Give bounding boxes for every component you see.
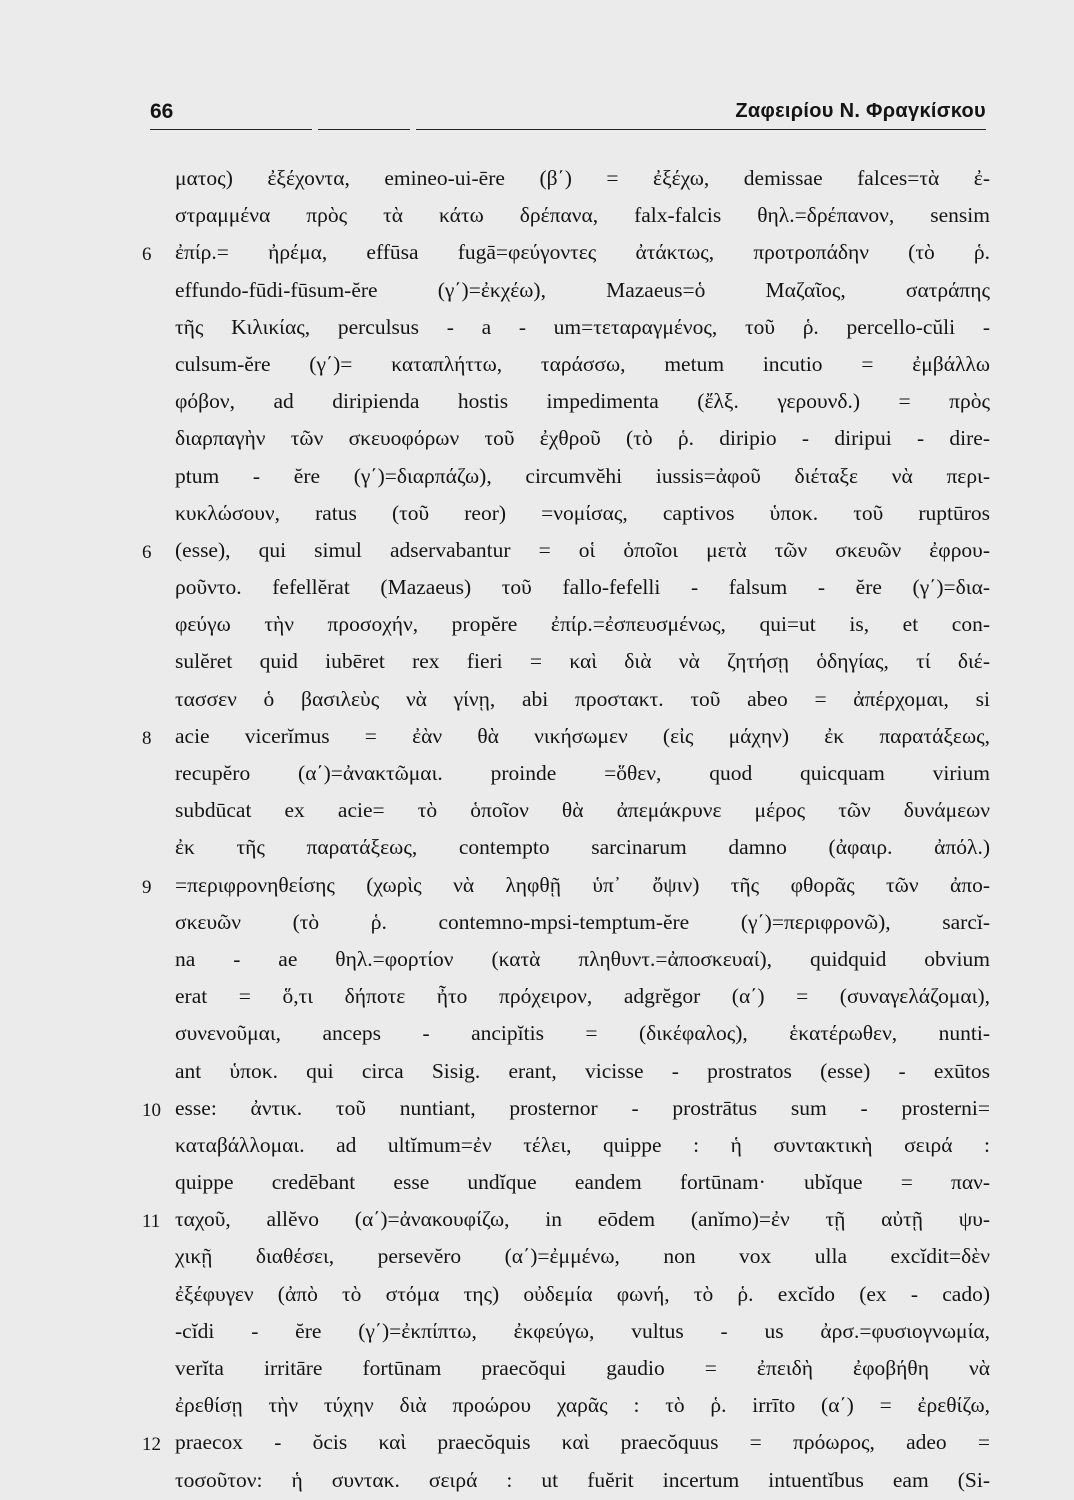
text-line (120, 718, 990, 755)
text-line (120, 383, 990, 420)
page-header (150, 98, 986, 134)
line-text: acie vicerĭmus = ἐὰν θὰ νικήσωμεν (εἰς μάχην) ἐκ παρατάξεως, (175, 723, 990, 748)
text-line (120, 606, 990, 643)
text-line (120, 234, 990, 271)
line-text: quippe credēbant esse undĭque eandem fortūnam· ubĭque = παν- (175, 1170, 990, 1195)
text-line (120, 829, 990, 866)
line-number: 12 (142, 1434, 161, 1456)
text-line (120, 1127, 990, 1164)
text-line (120, 197, 990, 234)
line-text: ptum - ĕre (γ΄)=διαρπάζω), circumvĕhi iussis=ἀφοῦ διέταξε νὰ περι- (175, 463, 990, 488)
header-rule (318, 129, 410, 130)
line-text: culsum-ĕre (γ΄)= καταπλήττω, ταράσσω, metum incutio = ἐμβάλλω (175, 351, 990, 376)
line-text: χικῇ διαθέσει, persevĕro (α΄)=ἐμμένω, non vox ulla excĭdit=δὲν (175, 1244, 990, 1269)
line-text: recupĕro (α΄)=ἀνακτῶμαι. proinde =ὅθεν, quod quicquam virium (175, 761, 990, 785)
line-text: συνενοῦμαι, anceps - ancipĭtis = (δικέφαλος), ἑκατέρωθεν, nunti- (175, 1021, 990, 1046)
text-line (120, 420, 990, 457)
line-number: 11 (142, 1211, 161, 1233)
page-number: 66 (150, 100, 174, 123)
text-line (120, 458, 990, 495)
text-line (120, 904, 990, 941)
line-text: na - ae θηλ.=φορτίον (κατὰ πληθυντ.=ἀποσκευαί), quidquid obvium (175, 946, 990, 971)
line-text: διαρπαγὴν τῶν σκευοφόρων τοῦ ἐχθροῦ (τὸ ῥ. diripio - diripui - dire- (175, 426, 990, 451)
line-number: 8 (142, 727, 152, 749)
text-line (120, 792, 990, 829)
line-text: ἐκ τῆς παρατάξεως, contempto sarcinarum damno (ἀφαιρ. ἀπόλ.) (175, 835, 990, 860)
text-line (120, 495, 990, 532)
line-text: ταχοῦ, allĕvo (α΄)=ἀνακουφίζω, in eōdem (anĭmo)=ἐν τῇ αὐτῇ ψυ- (175, 1207, 990, 1232)
line-text: ἐξέφυγεν (ἀπὸ τὸ στόμα της) οὐδεμία φωνή, τὸ ῥ. excĭdo (ex - cado) (175, 1281, 990, 1306)
commentary-text (120, 160, 990, 1499)
header-rule (416, 129, 986, 130)
text-line (120, 681, 990, 718)
text-line (120, 941, 990, 978)
line-text: φόβον, ad diripienda hostis impedimenta (ἔλξ. γερουνδ.) = πρὸς (175, 389, 990, 414)
line-number: 9 (142, 876, 152, 898)
line-text: ματος) ἐξέχοντα, emineo-ui-ēre (β΄) = ἐξέχω, demissae falces=τὰ ἐ- (175, 166, 990, 190)
line-number: 6 (142, 541, 152, 563)
line-text: τοσοῦτον: ἡ συντακ. σειρά : ut fuĕrit incertum intuentĭbus eam (Si- (175, 1467, 990, 1492)
line-text: σκευῶν (τὸ ῥ. contemno-mpsi-temptum-ĕre (γ΄)=περιφρονῶ), sarcĭ- (175, 909, 990, 934)
text-line (120, 1387, 990, 1424)
line-text: στραμμένα πρὸς τὰ κάτω δρέπανα, falx-falcis θηλ.=δρέπανον, sensim (175, 203, 990, 228)
line-text: ροῦντο. fefellĕrat (Mazaeus) τοῦ fallo-fefelli - falsum - ĕre (γ΄)=δια- (175, 575, 990, 600)
line-text: -cĭdi - ĕre (γ΄)=ἐκπίπτω, ἐκφεύγω, vultus - us ἀρσ.=φυσιογνωμία, (175, 1318, 990, 1343)
line-text: κυκλώσουν, ratus (τοῦ reor) =νομίσας, captivos ὑποκ. τοῦ ruptūros (175, 500, 990, 525)
running-head: Ζαφειρίου Ν. Φραγκίσκου (735, 100, 986, 122)
line-text: subdūcat ex acie= τὸ ὁποῖον θὰ ἀπεμάκρυνε μέρος τῶν δυνάμεων (175, 798, 990, 823)
text-line (120, 1424, 990, 1461)
line-text: καταβάλλομαι. ad ultĭmum=ἐν τέλει, quippe : ἡ συντακτικὴ σειρά : (175, 1132, 990, 1157)
line-text: sulĕret quid iubēret rex fieri = καὶ διὰ νὰ ζητήσῃ ὁδηγίας, τί διέ- (175, 649, 990, 674)
text-line (120, 569, 990, 606)
line-text: ἐπίρ.= ἠρέμα, effūsa fugā=φεύγοντες ἀτάκτως, προτροπάδην (τὸ ῥ. (175, 240, 990, 265)
text-line (120, 1201, 990, 1238)
text-line (120, 309, 990, 346)
text-line (120, 346, 990, 383)
text-line (120, 532, 990, 569)
line-text: praecox - ŏcis καὶ praecŏquis καὶ praecŏquus = πρόωρος, adeo = (175, 1430, 990, 1455)
line-number: 6 (142, 244, 152, 266)
text-line (120, 1462, 990, 1499)
text-line (120, 1164, 990, 1201)
text-line (120, 1090, 990, 1127)
text-line (120, 272, 990, 309)
text-line (120, 1238, 990, 1275)
text-line (120, 1276, 990, 1313)
text-line (120, 755, 990, 792)
line-text: esse: ἀντικ. τοῦ nuntiant, prosternor - prostrātus sum - prosterni= (175, 1095, 990, 1120)
line-text: τῆς Κιλικίας, perculsus - a - um=τεταραγμένος, τοῦ ῥ. percello-cŭli - (175, 314, 990, 339)
line-text: =περιφρονηθείσης (χωρὶς νὰ ληφθῇ ὑπ᾽ ὄψιν) τῆς φθορᾶς τῶν ἀπο- (175, 872, 990, 897)
text-line (120, 1350, 990, 1387)
text-line (120, 867, 990, 904)
text-line (120, 1015, 990, 1052)
line-text: φεύγω τὴν προσοχήν, propĕre ἐπίρ.=ἐσπευσμένως, qui=ut is, et con- (175, 612, 990, 637)
line-text: erat = ὅ,τι δήποτε ἦτο πρόχειρον, adgrĕgor (α΄) = (συναγελάζομαι), (175, 984, 990, 1009)
line-text: effundo-fūdi-fūsum-ĕre (γ΄)=ἐκχέω), Mazaeus=ὁ Μαζαῖος, σατράπης (175, 277, 990, 302)
header-rule (150, 129, 312, 130)
line-text: ἐρεθίσῃ τὴν τύχην διὰ προώρου χαρᾶς : τὸ ῥ. irrīto (α΄) = ἐρεθίζω, (175, 1393, 990, 1418)
line-text: τασσεν ὁ βασιλεὺς νὰ γίνῃ, abi προστακτ. τοῦ abeo = ἀπέρχομαι, si (175, 686, 990, 711)
text-line (120, 643, 990, 680)
line-number: 10 (142, 1099, 161, 1121)
line-text: verĭta irritāre fortūnam praecŏqui gaudio = ἐπειδὴ ἐφοβήθη νὰ (175, 1356, 990, 1380)
text-line (120, 1053, 990, 1090)
line-text: ant ὑποκ. qui circa Sisig. erant, vicisse - prostratos (esse) - exūtos (175, 1058, 990, 1083)
line-text: (esse), qui simul adservabantur = οἱ ὁποῖοι μετὰ τῶν σκευῶν ἐφρου- (175, 537, 990, 562)
text-line (120, 1313, 990, 1350)
text-line (120, 160, 990, 197)
text-line (120, 978, 990, 1015)
